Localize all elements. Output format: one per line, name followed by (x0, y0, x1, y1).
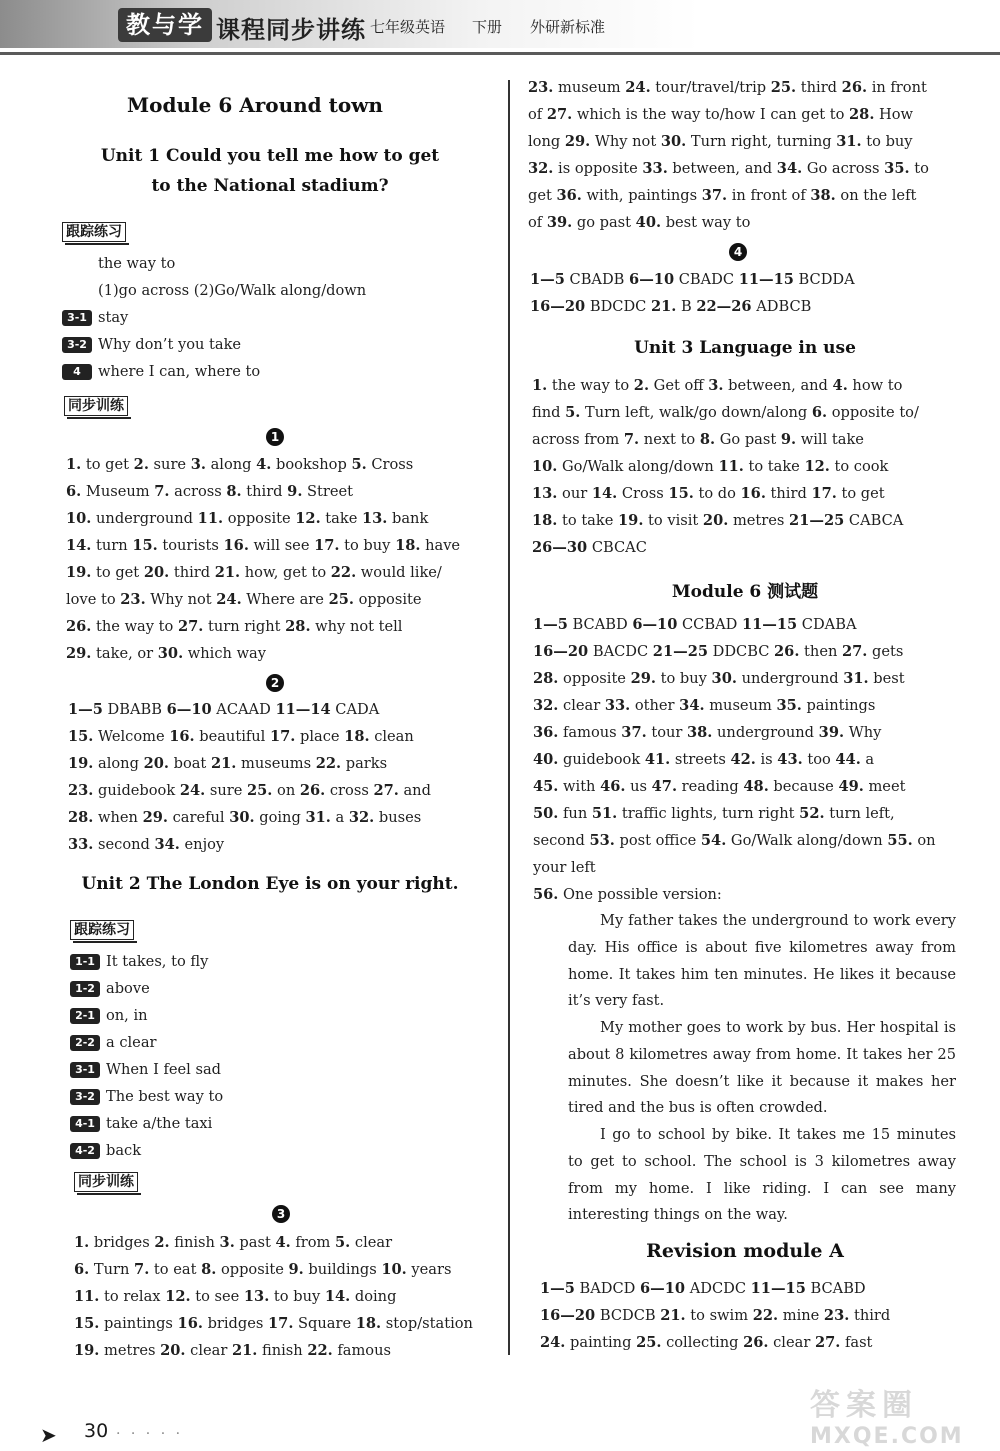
sync-training-tag-2: 同步训练 (74, 1172, 138, 1192)
track-answer: a clear (106, 1034, 157, 1051)
answer-line: 40. guidebook 41. streets 42. is 43. too 44. a (533, 751, 875, 768)
track-answer: on, in (106, 1007, 148, 1024)
answer-line: 28. opposite 29. to buy 30. underground 31. best (533, 670, 905, 687)
answer-line: love to 23. Why not 24. Where are 25. opposite (66, 591, 422, 608)
answer-line: 1—5 BADCD 6—10 ADCDC 11—15 BCABD (540, 1280, 866, 1297)
footer-dots: · · · · · (116, 1426, 184, 1442)
answer-line: long 29. Why not 30. Turn right, turning 31. to buy (528, 133, 913, 150)
answer-line: find 5. Turn left, walk/go down/along 6. opposite to/ (532, 404, 919, 421)
answer-line: 1—5 DBABB 6—10 ACAAD 11—14 CADA (68, 701, 380, 718)
brand-logo: 教与学 (118, 8, 212, 42)
track-answer: stay (98, 309, 129, 326)
grade-label: 七年级英语 (370, 18, 446, 36)
answer-line: 16—20 BACDC 21—25 DDCBC 26. then 27. gets (533, 643, 904, 660)
answer-line: 6. Museum 7. across 8. third 9. Street (66, 483, 354, 500)
page-header (0, 0, 1000, 60)
edition-label: 外研新标准 (530, 18, 606, 36)
answer-line: 19. along 20. boat 21. museums 22. parks (68, 755, 388, 772)
exercise-badge: 4 (62, 364, 92, 380)
exercise-badge: 3-2 (70, 1089, 100, 1105)
unit1-title-line1: Unit 1 Could you tell me how to get (100, 146, 440, 166)
answer-line: 10. Go/Walk along/down 11. to take 12. to cook (532, 458, 889, 475)
answer-line: 1—5 BCABD 6—10 CCBAD 11—15 CDABA (533, 616, 857, 633)
track-practice-tag: 跟踪练习 (62, 222, 126, 242)
unit1-title-line2: to the National stadium? (151, 176, 389, 196)
answer-line: 33. second 34. enjoy (68, 836, 225, 853)
track-answer: above (106, 980, 150, 997)
answer-line: your left (533, 859, 596, 876)
answer-line: 6. Turn 7. to eat 8. opposite 9. buildings 10. years (74, 1261, 452, 1278)
exercise-badge: 2-2 (70, 1035, 100, 1051)
answer-line: 1. bridges 2. finish 3. past 4. from 5. clear (74, 1234, 393, 1251)
header-rule (0, 52, 1000, 55)
series-title: 课程同步讲练 (216, 15, 366, 44)
module-title: Module 6 Around town (127, 93, 383, 117)
answer-line: 45. with 46. us 47. reading 48. because 49. meet (533, 778, 906, 795)
answer-line: 29. take, or 30. which way (66, 645, 267, 662)
section-2-marker: 2 (266, 674, 284, 692)
exercise-badge: 3-1 (70, 1062, 100, 1078)
exercise-badge: 3-1 (62, 310, 92, 326)
answer-line: 23. guidebook 24. sure 25. on 26. cross 27. and (68, 782, 431, 799)
watermark-logo (810, 1380, 980, 1449)
track-answer: take a/the taxi (106, 1115, 213, 1132)
answer-line: 24. painting 25. collecting 26. clear 27. fast (540, 1334, 873, 1351)
track-answer: (1)go across (2)Go/Walk along/down (98, 282, 367, 299)
unit2-title: Unit 2 The London Eye is on your right. (81, 874, 459, 894)
watermark-url: MXQE.COM (810, 1424, 964, 1449)
track-answer: The best way to (106, 1088, 224, 1105)
exercise-badge: 3-2 (62, 337, 92, 353)
answer-line: 50. fun 51. traffic lights, turn right 52. turn left, (533, 805, 895, 822)
volume-label: 下册 (472, 18, 503, 36)
exercise-badge: 4-1 (70, 1116, 100, 1132)
answer-line: 14. turn 15. tourists 16. will see 17. to buy 18. have (66, 537, 461, 554)
track-practice-tag-2: 跟踪练习 (70, 920, 134, 940)
page-number: 30 (84, 1420, 109, 1442)
exercise-badge: 1-1 (70, 954, 100, 970)
answer-line: 36. famous 37. tour 38. underground 39. Why (533, 724, 882, 741)
track-answer: where I can, where to (98, 363, 261, 380)
page-arrow-icon: ➤ (40, 1423, 57, 1447)
answer-line: 13. our 14. Cross 15. to do 16. third 17. to get (532, 485, 885, 502)
answer-line: 32. clear 33. other 34. museum 35. paintings (533, 697, 876, 714)
exercise-badge: 2-1 (70, 1008, 100, 1024)
track-answer: back (106, 1142, 142, 1159)
answer-line: 32. is opposite 33. between, and 34. Go across 35. to (528, 160, 929, 177)
track-answer: It takes, to fly (106, 953, 209, 970)
answer-line: second 53. post office 54. Go/Walk along/down 55. on (533, 832, 936, 849)
answer-line: 23. museum 24. tour/travel/trip 25. third 26. in front (528, 79, 927, 96)
revision-title: Revision module A (646, 1240, 844, 1262)
section-4-marker: 4 (729, 243, 747, 261)
section-1-marker: 1 (266, 428, 284, 446)
answer-line: get 36. with, paintings 37. in front of 38. on the left (528, 187, 917, 204)
essay-paragraph: My mother goes to work by bus. Her hospital is about 8 kilometres away from home. It takes her 25 minutes. She doesn’t like it because it makes her tired and the bus is often crowded. (568, 1019, 956, 1117)
answer-line: 15. paintings 16. bridges 17. Square 18. stop/station (74, 1315, 473, 1332)
watermark-text: 答案圈 (810, 1388, 918, 1423)
answer-line: 28. when 29. careful 30. going 31. a 32. buses (68, 809, 422, 826)
essay-paragraph: My father takes the underground to work every day. His office is about five kilometres away from home. It takes him ten minutes. He likes it because it’s very fast. (568, 912, 956, 1010)
section-3-marker: 3 (272, 1205, 290, 1223)
answer-line: 1. the way to 2. Get off 3. between, and 4. how to (532, 377, 903, 394)
essay-paragraph: I go to school by bike. It takes me 15 minutes to get to school. The school is 3 kilometres away from my home. I like riding. I can see many interesting things on the way. (568, 1126, 956, 1224)
answer-line: of 39. go past 40. best way to (528, 214, 751, 231)
answer-line: 26. the way to 27. turn right 28. why not tell (66, 618, 403, 635)
track-answer: When I feel sad (106, 1061, 221, 1078)
answer-line: 15. Welcome 16. beautiful 17. place 18. clean (68, 728, 414, 745)
answer-line: 16—20 BDCDC 21. B 22—26 ADBCB (530, 298, 812, 315)
module-test-title: Module 6 测试题 (671, 582, 819, 602)
exercise-badge: 4-2 (70, 1143, 100, 1159)
exercise-badge: 1-2 (70, 981, 100, 997)
answer-line: 56. One possible version: (533, 886, 722, 903)
answer-line: 16—20 BCDCB 21. to swim 22. mine 23. third (540, 1307, 891, 1324)
answer-line: 1—5 CBADB 6—10 CBADC 11—15 BCDDA (530, 271, 855, 288)
track-answer: Why don’t you take (98, 336, 242, 353)
track-answer: the way to (98, 255, 176, 272)
answer-line: 18. to take 19. to visit 20. metres 21—25 CABCA (532, 512, 904, 529)
answer-line: 19. metres 20. clear 21. finish 22. famous (74, 1342, 391, 1359)
answer-line: 11. to relax 12. to see 13. to buy 14. doing (74, 1288, 397, 1305)
answer-line: 26—30 CBCAC (532, 539, 647, 556)
column-divider (508, 80, 510, 1355)
answer-line: across from 7. next to 8. Go past 9. will take (532, 431, 864, 448)
answer-line: of 27. which is the way to/how I can get to 28. How (528, 106, 914, 123)
answer-line: 1. to get 2. sure 3. along 4. bookshop 5. Cross (66, 456, 414, 473)
answer-line: 19. to get 20. third 21. how, get to 22. would like/ (66, 564, 442, 581)
unit3-title: Unit 3 Language in use (634, 338, 856, 358)
answer-line: 10. underground 11. opposite 12. take 13. bank (66, 510, 429, 527)
sync-training-tag: 同步训练 (64, 396, 128, 416)
